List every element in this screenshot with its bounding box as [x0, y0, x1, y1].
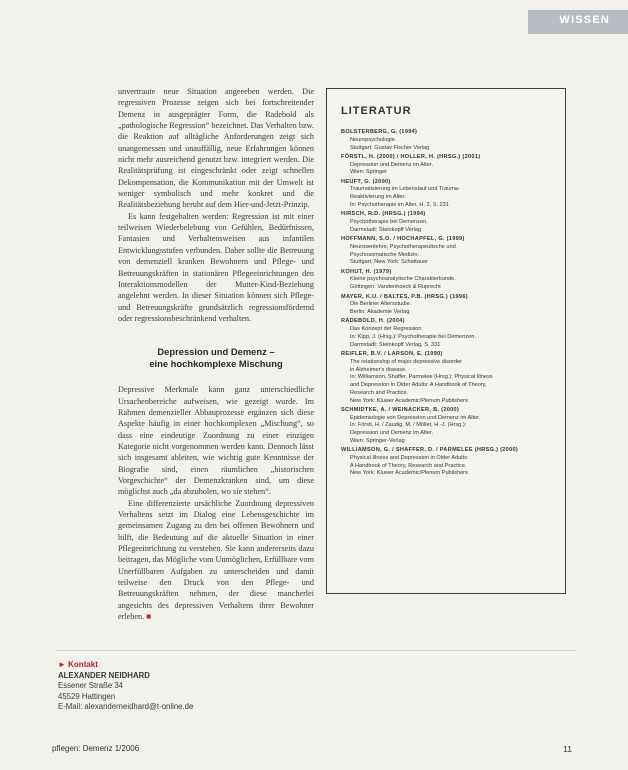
contact-label: ► Kontakt: [58, 660, 98, 669]
reference-line: In: Williamson, Shaffer, Parmelee (Hrsg.): Physical Illness: [350, 374, 493, 381]
contact-email[interactable]: E-Mail: alexanderneidhard@t-online.de: [58, 702, 194, 712]
reference-line: and Depression in Older Adults: A Handbook of Theory,: [350, 382, 487, 388]
literature-reference: [341, 154, 553, 177]
reference-line: Epidemiologie von Depression und Demenz im Alter.: [350, 414, 481, 421]
reference-line: In: Kipp, J. (Hrsg.): Psychotherapie bei Demenzen.: [350, 333, 476, 340]
article-paragraph: Depressive Merkmale kann ganz unterschiedliche Ursachenbereiche aufweisen, wie gezeigt wurde. Im Rahmen demenzieller Abbauprozesse ergänzen sich diese Aspekte häufig in einer hochkomplexen „Mischung“, so dass eine eindeutige Zuordnung zu einer einzigen Kategorie nicht vorgenommen werden kann. Dennoch lässt sich insgesamt ableiten, wie wichtig gute Kenntnisse der Biografie sind, einen räumlichen „historischen Vorgeschichte“ der Demenzkranken sind, um diese möglichst auch „da abzuholen, wo sie stehen“.: [118, 385, 314, 497]
section-tab: [528, 10, 628, 34]
literature-title: LITERATUR: [341, 105, 412, 117]
reference-line: In: Psychotherapie im Alter, H. 2, S. 231: [350, 201, 449, 208]
section-label: WISSEN: [559, 14, 610, 26]
reference-line: New York: Kluwer Academic/Plenum Publishers: [350, 470, 468, 477]
reference-line: The relationship of major depressive disorder: [350, 358, 462, 365]
contact-block: [58, 660, 278, 713]
reference-line: Neurosenlehre, Psychotherapeutische und: [350, 243, 456, 250]
reference-line: Neuropsychologie.: [350, 136, 397, 143]
reference-author: KOHUT, H. (1979): [341, 268, 392, 275]
reference-line: Darmstadt: Steinkopff Verlag: [350, 226, 422, 233]
literature-reference: [341, 351, 553, 405]
article-paragraph: unvertraute neue Situation angeeeben werden. Die regressiven Prozesse zeigen sich bei fortschreitender Demenz in ausgeprägter Form, die Radebold als „pathologische Regression“ bezeichnet. Das Verhalten bzw. die Reaktion auf alltägliche Anforderungen zeigt sich unangemessen und unauffällig, neue Erfahrungen können nicht mehr ausreichend genutzt bzw. integriert werden. Die Realitätsprüfung ist eingeschränkt oder zeigt schnellen Dekompensation, die Kommunikation mit der Umwelt ist weniger symbolisch und mehr konkret und die Realitätsbeziehung beruht auf dem Hier-und-Jetzt-Prinzip.: [118, 87, 314, 210]
reference-line: Wien: Springer: [350, 169, 387, 176]
article-paragraph-text: Eine differenzierte ursächliche Zuordnung depressiven Verhaltens setzt im Dialog eine Lebensgeschichte im gemeinsamen Zugang zu den bei offenen Bewohnern und hilft, die Bedeutung auf die aktuelle Situation in einer Pflegeeinrichtung zu verstehen. Sie kann andererseits dazu beitragen, das Mögliche vom Unmöglichen, Erfüllbare vom Unerfüllbaren Aufgaben zu unterscheiden und damit teilweise den Druck von den Pflege- und Betreuungskräften nehmen, der diese mancherlei angesichts des depressiven Verhaltens ihrer Bewohner erleben.: [118, 498, 314, 622]
literature-reference: [341, 294, 553, 317]
section-heading-line: eine hochkomplexe Mischung: [149, 358, 283, 370]
article-paragraph: [118, 498, 314, 623]
page-number: 11: [563, 744, 572, 754]
reference-author: RADEBOLD, H. (2004): [341, 318, 405, 325]
reference-line: Wien: Springer-Verlag: [350, 437, 405, 444]
literature-reference: [341, 129, 553, 152]
literature-reference: [341, 407, 553, 446]
reference-author: REIFLER, B.V. / LARSON, E. (1990): [341, 351, 443, 357]
contact-name: ALEXANDER NEIDHARD: [58, 670, 150, 680]
article-column: [118, 86, 314, 622]
reference-line: Göttingen: Vandenhoeck & Ruprecht: [350, 284, 441, 291]
reference-line: A Handbook of Theory, Research and Practice.: [350, 462, 467, 469]
literature-box: [326, 88, 566, 594]
reference-author: FÖRSTL, H. (2000) / HOLLER, H. (HRSG.) (2001): [341, 153, 481, 160]
reference-line: In: Förstl, H. / Zaudig, M. / Möller, H.-J. (Hrsg.):: [350, 422, 467, 429]
reference-author: HEUFT, G. (2000): [341, 178, 391, 185]
reference-line: Physical Illness and Depression in Older Adults:: [350, 454, 469, 461]
reference-line: Kleine psychoanalytische Charakterkunde.: [350, 276, 456, 283]
footer-journal: pflegen: Demenz 1/2006: [52, 744, 140, 753]
reference-line: Research and Practice.: [350, 389, 409, 396]
reference-line: Darmstadt: Steinkopff Verlag, S. 331: [350, 341, 441, 348]
reference-line: Stuttgart: Gustav Fischer Verlag: [350, 144, 430, 151]
literature-reference: [341, 211, 553, 234]
literature-reference: [341, 236, 553, 267]
end-mark-icon: ■: [146, 612, 152, 622]
literature-reference: [341, 447, 553, 478]
reference-line: Psychosomatische Medizin.: [350, 251, 420, 258]
reference-line: Das Konzept der Regression.: [350, 326, 424, 333]
section-heading-line: Depression und Demenz –: [157, 346, 275, 358]
reference-author: MAYER, K.U. / BALTES, P.B. (HRSG.) (1996): [341, 293, 468, 300]
reference-author: WILLIAMSON, G. / SHAFFER, D. / PARMELEE (HRSG.) (2000): [341, 447, 519, 454]
reference-line: Traumatisierung im Lebenslauf und Trauma-: [350, 186, 460, 193]
article-paragraph: Es kann festgehalten werden: Regression ist mit einer teilweisen Wiederbelebung von Gefühlen, Bedürfnissen, Fantasien und Verhaltensweisen aus infantilen Entwicklungsstufen verbunden. Daher sollte die Betreuung von demenziell kranken Bewohnern und Pflege- und Betreuungskräften in stationären Pflegeeinrichtungen den Interaktionsmodellen der Mutter-Kind-Beziehung angelehnt werden. In dieser Situation können sich Pflege- und Betreuungskräfte grundsätzlich regressionsfördernd oder regressionsbeschränkend verhalten.: [118, 211, 314, 323]
reference-line: Depression und Demenz im Alter.: [350, 430, 434, 437]
section-heading: [118, 346, 314, 370]
reference-line: Reaktivierung im Alter.: [350, 194, 406, 201]
reference-line: Die Berliner Altersstudie.: [350, 301, 412, 308]
reference-line: Berlin: Akademie Verlag: [350, 309, 410, 316]
contact-city: 45529 Hattingen: [58, 691, 116, 701]
literature-reference: [341, 318, 553, 349]
reference-author: SCHMIDTKE, A. / WEINACKER, B. (2000): [341, 406, 460, 413]
literature-list: [341, 129, 553, 478]
literature-reference: [341, 179, 553, 210]
reference-author: HIRSCH, R.D. (HRSG.) (1994): [341, 211, 426, 218]
reference-line: Psychotherapie bei Demenzen.: [350, 219, 428, 226]
reference-line: New York: Kluwer Academic/Plenum Publishers: [350, 397, 468, 404]
divider: [56, 650, 576, 651]
reference-line: Depression und Demenz im Alter.: [350, 161, 434, 168]
reference-author: HOFFMANN, S.O. / HOCHAPFEL, G. (1999): [341, 236, 465, 243]
contact-street: Essener Straße 34: [58, 681, 124, 691]
reference-author: BOLSTERBERG, G. (1994): [341, 129, 418, 135]
literature-reference: [341, 269, 553, 292]
reference-line: Stuttgart, New York: Schattauer: [350, 259, 429, 266]
reference-line: in Alzheimer's disease.: [350, 366, 407, 373]
